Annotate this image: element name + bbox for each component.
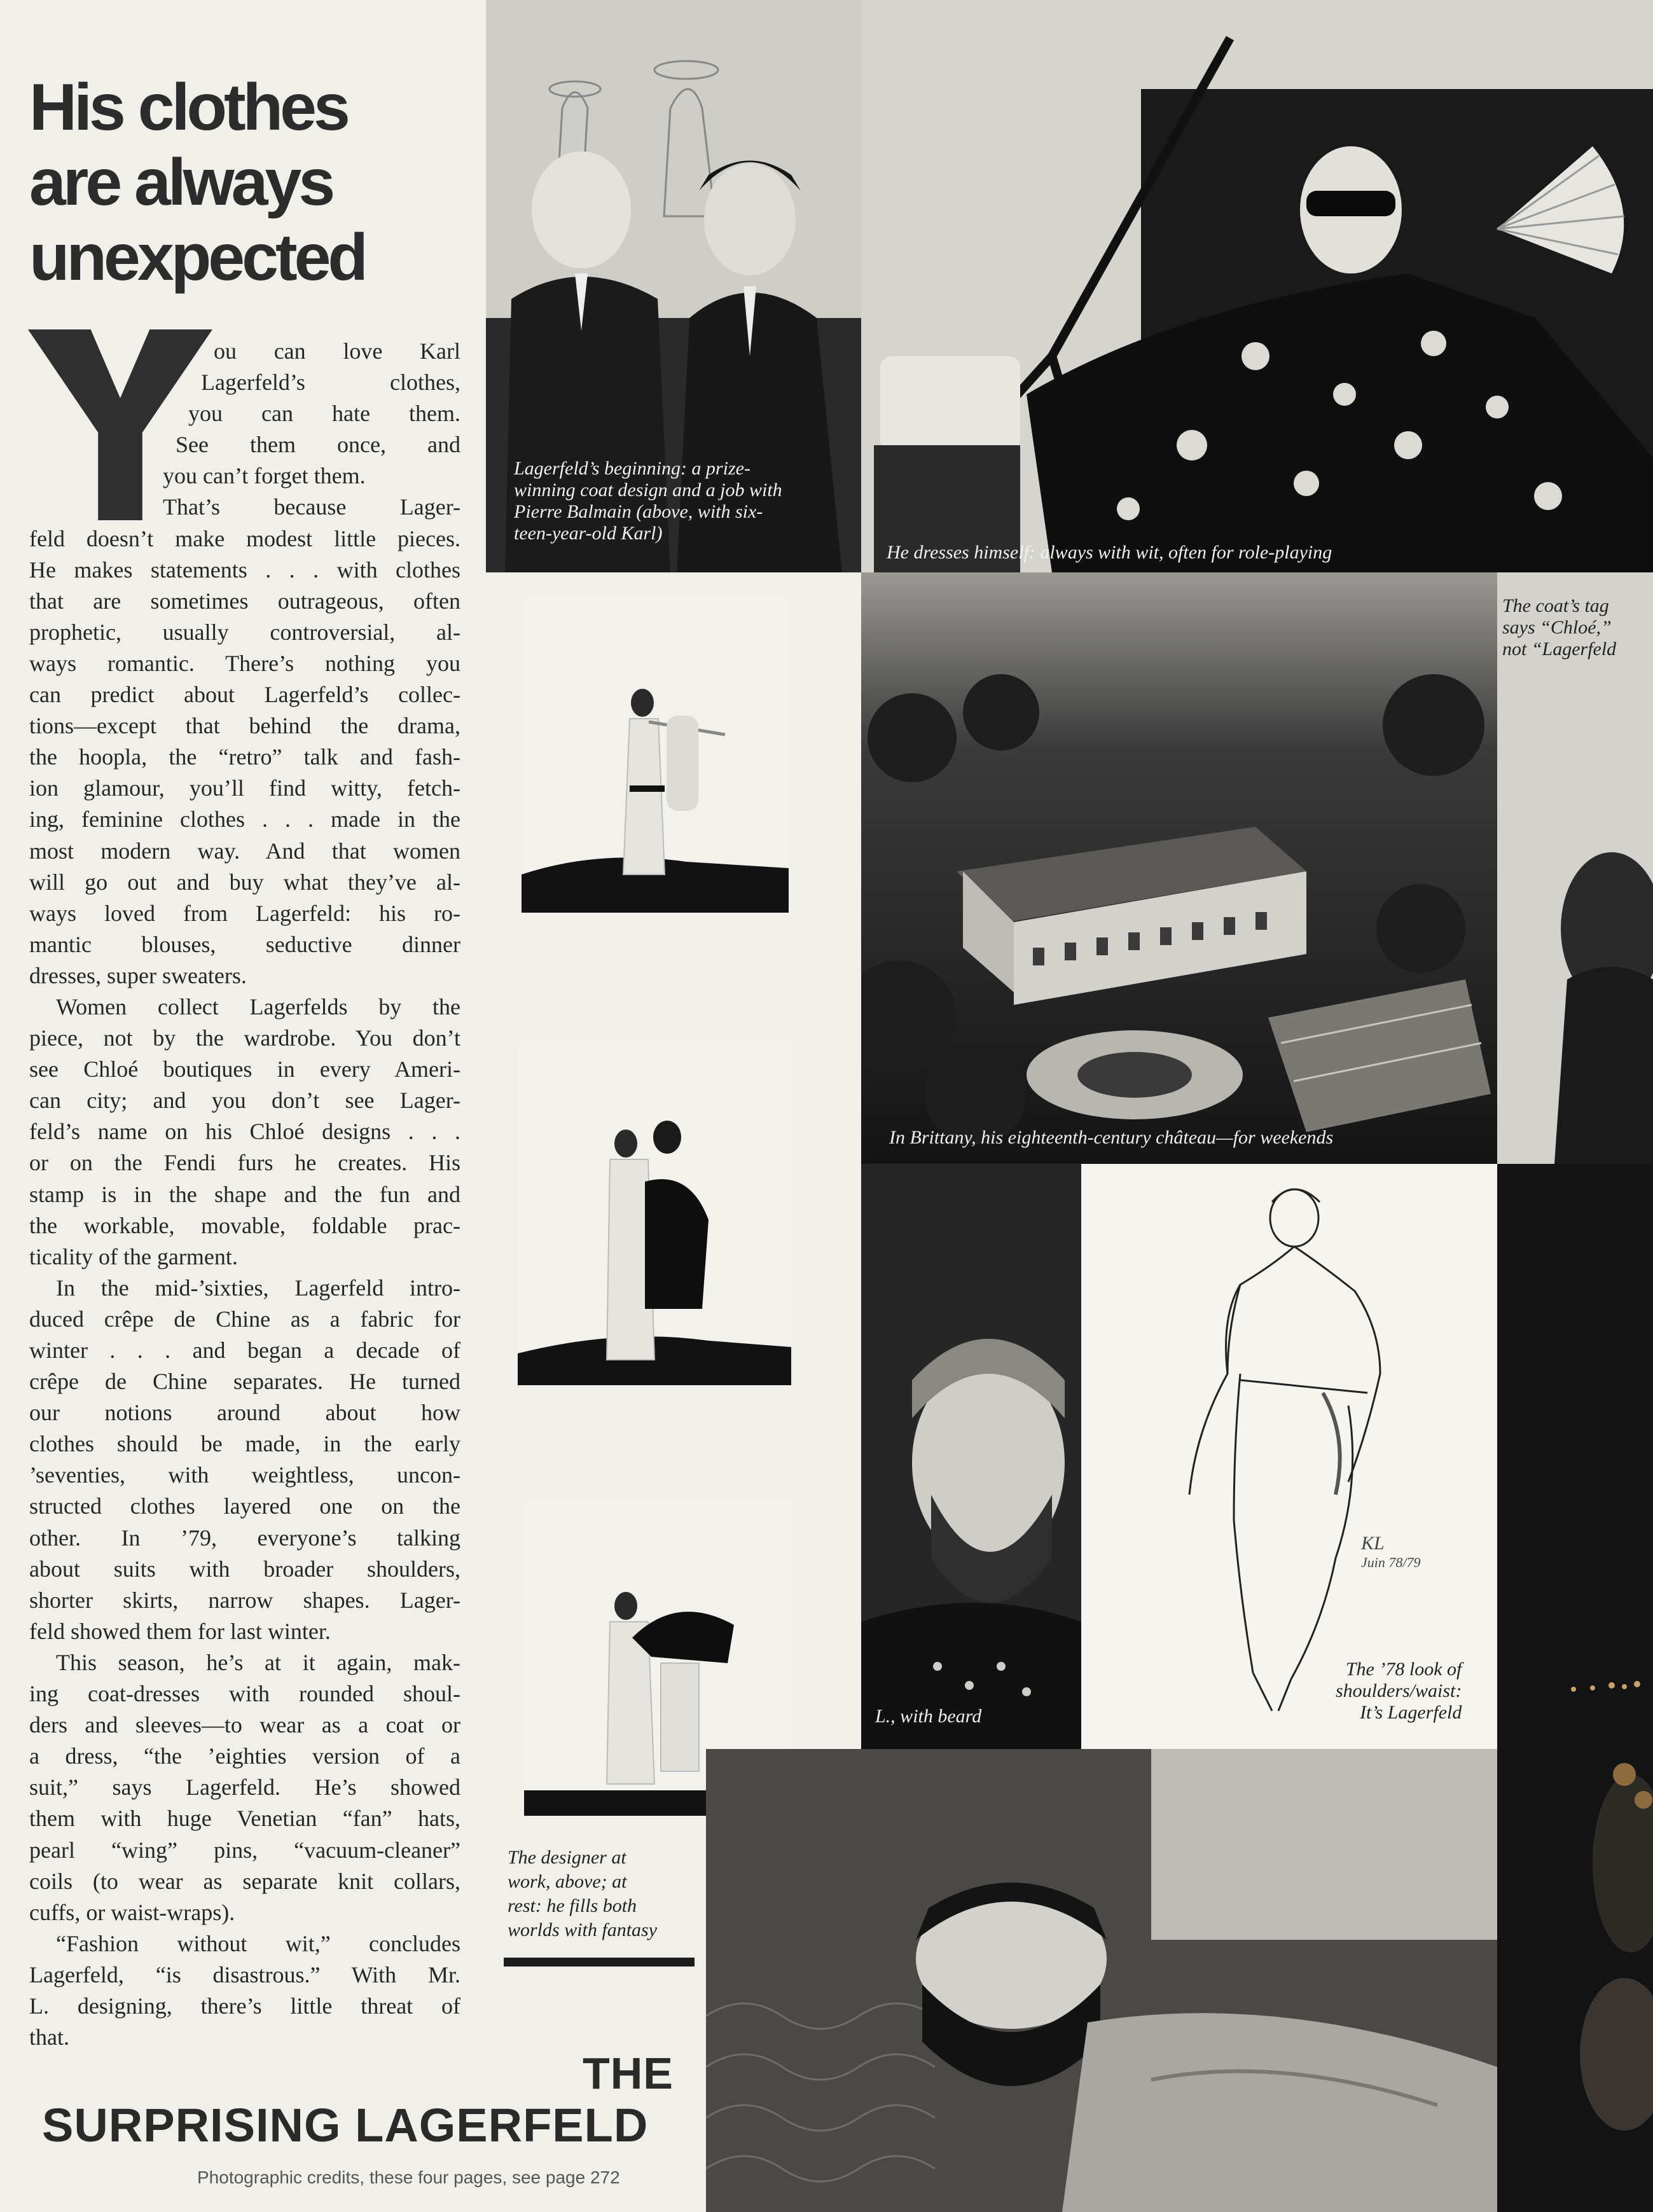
body-line: most modern way. And that women <box>29 838 460 864</box>
photo-studio-1 <box>522 595 789 913</box>
caption-line: The ’78 look of <box>1345 1659 1462 1680</box>
body-line: the workable, movable, foldable prac- <box>29 1212 460 1238</box>
photo-78-look-sketch <box>1081 1164 1497 1749</box>
caption-rule <box>504 1958 695 1967</box>
body-line: ion glamour, you’ll find witty, fetch- <box>29 775 460 801</box>
body-line: ders and sleeves—to wear as a coat or <box>29 1712 460 1738</box>
body-line: that are sometimes outrageous, often <box>29 588 460 614</box>
coat-tag-illustration <box>1497 572 1653 1164</box>
beard-portrait-illustration <box>861 1164 1081 1749</box>
photo-reclining-fan <box>861 0 1653 572</box>
caption-beard: L., with beard <box>875 1706 982 1727</box>
headline-line: His clothes <box>29 71 347 144</box>
body-line: about suits with broader shoulders, <box>29 1556 460 1582</box>
drop-cap-letter <box>28 329 29 330</box>
article-title-line1: THE <box>583 2049 674 2098</box>
reclining-beard-illustration <box>706 1749 1497 2212</box>
caption-line: The coat’s tag <box>1502 595 1609 616</box>
photo-balmain-karl <box>486 0 861 572</box>
caption-line: The designer at <box>508 1847 626 1868</box>
headline <box>29 70 474 295</box>
body-line: Lagerfeld, “is disastrous.” With Mr. <box>29 1961 460 1987</box>
body-line: piece, not by the wardrobe. You don’t <box>29 1025 460 1051</box>
body-line: stamp is in the shape and the fun and <box>29 1181 460 1207</box>
photo-credits: Photographic credits, these four pages, see page 272 <box>197 2167 620 2187</box>
body-line: In the mid-’sixties, Lagerfeld intro- <box>56 1275 460 1301</box>
studio-2-illustration <box>518 1042 791 1385</box>
caption-line: It’s Lagerfeld <box>1360 1702 1462 1723</box>
headline-line: unexpected <box>29 221 365 294</box>
caption-beginning <box>514 458 782 544</box>
body-line: mantic blouses, seductive dinner <box>29 931 460 957</box>
body-line: ticality of the garment. <box>29 1243 238 1269</box>
caption-line: Pierre Balmain (above, with six- <box>514 501 763 522</box>
caption-line: worlds with fantasy <box>508 1919 658 1940</box>
body-line: ing coat-dresses with rounded shoul- <box>29 1681 460 1707</box>
body-line: other. In ’79, everyone’s talking <box>29 1524 460 1551</box>
article-body <box>29 336 460 2053</box>
signature-line: KL <box>1361 1533 1385 1554</box>
body-line: you can hate them. <box>188 401 460 427</box>
body-line: pearl “wing” pins, “vacuum-cleaner” <box>29 1837 460 1863</box>
article-title-line2: SURPRISING LAGERFELD <box>42 2099 649 2152</box>
body-line: dresses, super sweaters. <box>29 962 247 988</box>
body-line: can city; and you don’t see Lager- <box>29 1088 460 1114</box>
body-line: duced crêpe de Chine as a fabric for <box>29 1306 460 1332</box>
body-line: ou can love Karl <box>214 338 460 364</box>
body-line: them with huge Venetian “fan” hats, <box>29 1806 460 1832</box>
chateau-illustration <box>861 572 1497 1164</box>
body-line: See them once, and <box>176 432 460 458</box>
body-line: This season, he’s at it again, mak- <box>56 1649 460 1675</box>
caption-line: rest: he fills both <box>508 1895 637 1916</box>
body-line: Women collect Lagerfelds by the <box>56 993 460 1020</box>
body-line: That’s because Lager- <box>163 494 460 520</box>
caption-line: work, above; at <box>508 1871 627 1892</box>
photo-reclining-beard <box>706 1749 1497 2212</box>
sketch-signature <box>1361 1533 1421 1571</box>
photo-studio-2 <box>518 1042 791 1385</box>
caption-line: winning coat design and a job with <box>514 480 782 501</box>
body-line: suit,” says Lagerfeld. He’s showed <box>29 1774 460 1801</box>
body-line: structed clothes layered one on the <box>29 1493 460 1519</box>
body-line: see Chloé boutiques in every Ameri- <box>29 1056 460 1082</box>
caption-coat-tag <box>1502 595 1616 660</box>
body-line: can predict about Lagerfeld’s collec- <box>29 682 460 708</box>
body-line: ways loved from Lagerfeld: his ro- <box>29 900 460 926</box>
body-line: cuffs, or waist-wraps). <box>29 1899 235 1925</box>
reclining-fan-illustration <box>861 0 1653 572</box>
headline-line: are always <box>29 146 333 219</box>
body-line: feld showed them for last winter. <box>29 1618 331 1644</box>
body-line: shorter skirts, narrow shapes. Lager- <box>29 1587 460 1613</box>
body-line: will go out and buy what they’ve al- <box>29 869 460 895</box>
body-line: L. designing, there’s little threat of <box>29 1993 460 2019</box>
studio-1-illustration <box>522 595 789 913</box>
body-line: ’seventies, with weightless, uncon- <box>29 1462 460 1488</box>
body-line: Lagerfeld’s clothes, <box>201 370 460 396</box>
body-line: crêpe de Chine separates. He turned <box>29 1369 460 1395</box>
body-line: a dress, “the ’eighties version of a <box>29 1743 460 1769</box>
body-line: or on the Fendi furs he creates. His <box>29 1150 460 1176</box>
caption-designer <box>508 1846 657 1942</box>
body-line: that. <box>29 2024 69 2050</box>
caption-brittany: In Brittany, his eighteenth-century château—for weekends <box>889 1127 1334 1148</box>
body-line: ing, feminine clothes . . . made in the <box>29 806 460 833</box>
body-line: coils (to wear as separate knit collars, <box>29 1868 460 1894</box>
photo-with-beard <box>861 1164 1081 1749</box>
body-line: you can’t forget them. <box>163 463 366 489</box>
body-line: ways romantic. There’s nothing you <box>29 650 460 676</box>
body-line: He makes statements . . . with clothes <box>29 556 460 583</box>
body-line: “Fashion without wit,” concludes <box>56 1930 460 1956</box>
caption-line: not “Lagerfeld <box>1502 639 1617 660</box>
caption-line: says “Chloé,” <box>1502 617 1612 638</box>
photo-coat-tag <box>1497 572 1653 1164</box>
signature-line: Juin 78/79 <box>1361 1554 1421 1570</box>
photo-right-dark-strip <box>1497 1164 1653 2212</box>
body-line: the hoopla, the “retro” talk and fash- <box>29 744 460 770</box>
caption-line: Lagerfeld’s beginning: a prize- <box>514 458 750 479</box>
body-line: winter . . . and began a decade of <box>29 1338 460 1363</box>
caption-dresses: He dresses himself: always with wit, often for role-playing <box>887 542 1332 563</box>
body-line: tions—except that behind the drama, <box>29 713 460 739</box>
body-line: feld’s name on his Chloé designs . . . <box>29 1119 460 1145</box>
dark-strip-illustration <box>1497 1164 1653 2212</box>
body-line: prophetic, usually controversial, al- <box>29 619 460 645</box>
caption-line: teen-year-old Karl) <box>514 523 663 544</box>
body-line: our notions around about how <box>29 1400 460 1426</box>
photo-chateau <box>861 572 1497 1164</box>
caption-line: shoulders/waist: <box>1336 1680 1462 1701</box>
body-line: clothes should be made, in the early <box>29 1431 460 1457</box>
caption-78-look <box>1336 1659 1462 1724</box>
body-line: feld doesn’t make modest little pieces. <box>29 525 460 551</box>
